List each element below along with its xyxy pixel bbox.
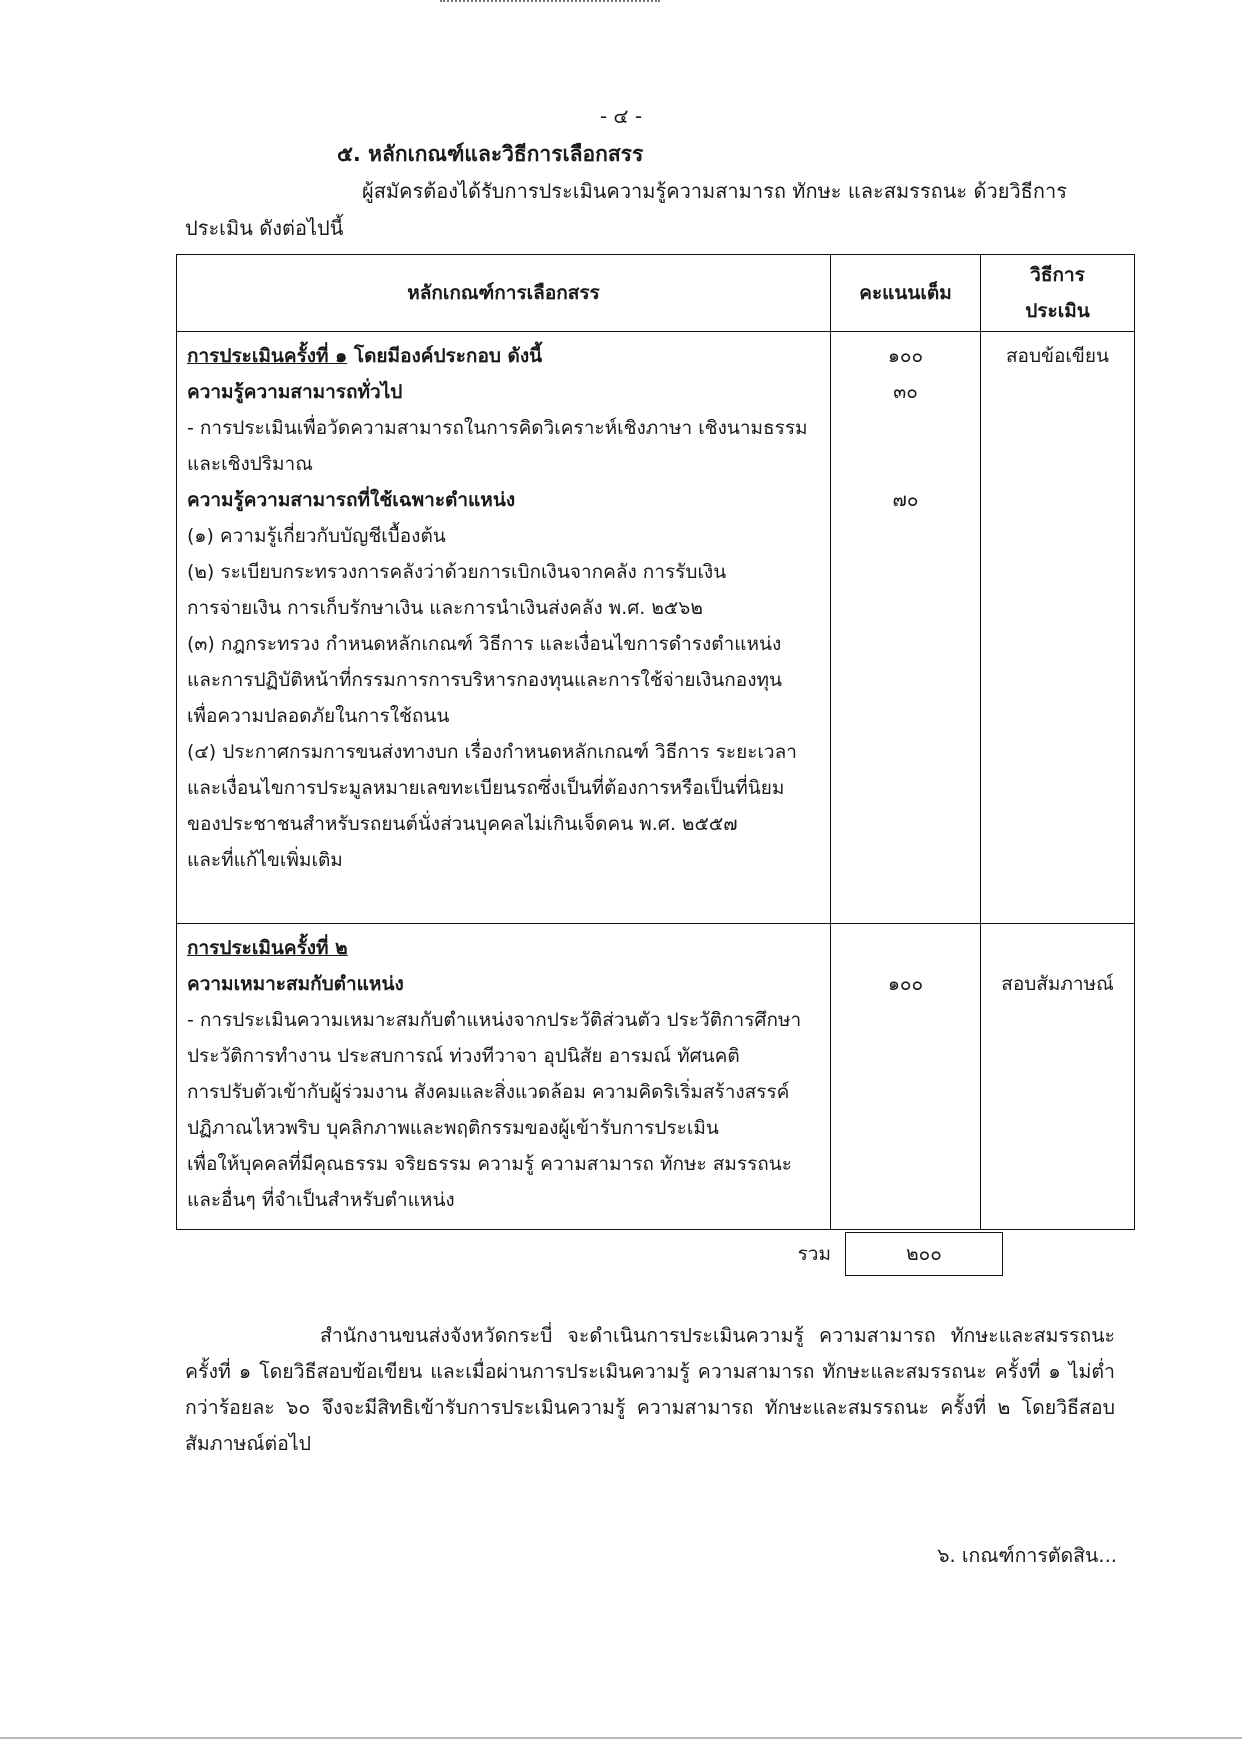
round1-item2-line1: (๒) ระเบียบกระทรวงการคลังว่าด้วยการเบิกเงินจากคลัง การรับเงิน [187, 561, 727, 583]
top-scan-edge [440, 0, 660, 8]
score-spacer [832, 446, 979, 482]
table-row-round2 [177, 924, 1135, 1230]
round1-score-general: ๓๐ [893, 381, 918, 403]
round2-title: การประเมินครั้งที่ ๒ [187, 937, 348, 959]
round1-title-suffix: โดยมีองค์ประกอบ ดังนี้ [347, 345, 543, 367]
score-spacer [832, 410, 979, 446]
header-criteria: หลักเกณฑ์การเลือกสรร [177, 255, 831, 332]
method-spacer [982, 930, 1133, 966]
summary-paragraph: สำนักงานขนส่งจังหวัดกระบี่ จะดำเนินการประเมินความรู้ ความสามารถ ทักษะและสมรรถนะ ครั้งที่ ๑ โดยวิธีสอบข้อเขียน และเมื่อผ่านการประเมินความรู้ ความสามารถ ทักษะและสมรรถนะ ครั้งที่ ๑ ไม่ต่ำกว่าร้อยละ ๖๐ จึงจะมีสิทธิเข้ารับการประเมินความรู้ ความสามารถ ทักษะและสมรรถนะ ครั้งที่ ๒ โดยวิธีสอบสัมภาษณ์ต่อไป [185, 1324, 1115, 1455]
round2-score-cell [831, 924, 981, 1230]
next-page-hint: ๖. เกณฑ์การตัดสิน... [937, 1544, 1117, 1567]
round1-item3-line1: (๓) กฎกระทรวง กำหนดหลักเกณฑ์ วิธีการ และเงื่อนไขการดำรงตำแหน่ง [187, 633, 782, 655]
intro-text-line1: ผู้สมัครต้องได้รับการประเมินความรู้ความสามารถ ทักษะ และสมรรถนะ ด้วยวิธีการ [362, 179, 1067, 203]
section-heading: ๕. หลักเกณฑ์และวิธีการเลือกสรร [337, 142, 644, 166]
round2-line6: และอื่นๆ ที่จำเป็นสำหรับตำแหน่ง [187, 1189, 455, 1211]
table-row-round1 [177, 332, 1135, 924]
round1-score-cell [831, 332, 981, 924]
total-row [176, 1233, 1003, 1276]
round1-item4-line1: (๔) ประกาศกรมการขนส่งทางบก เรื่องกำหนดหลักเกณฑ์ วิธีการ ระยะเวลา [187, 741, 797, 763]
round1-item3-line3: เพื่อความปลอดภัยในการใช้ถนน [187, 705, 450, 727]
header-method-line1: วิธีการ [1030, 264, 1085, 286]
page-number: - ๔ - [599, 104, 643, 128]
round1-general-item-line1: - การประเมินเพื่อวัดความสามารถในการคิดวิเคราะห์เชิงภาษา เชิงนามธรรม [187, 417, 808, 439]
table-header-row [177, 255, 1135, 332]
round1-general-heading: ความรู้ความสามารถทั่วไป [187, 381, 403, 403]
total-value: ๒๐๐ [846, 1233, 1003, 1276]
round1-title: การประเมินครั้งที่ ๑ [187, 345, 348, 367]
round2-score: ๑๐๐ [887, 973, 924, 995]
score-spacer [832, 930, 979, 966]
total-row-table [176, 1232, 1003, 1276]
round2-line5: เพื่อให้บุคคลที่มีคุณธรรม จริยธรรม ความรู้ ความสามารถ ทักษะ สมรรถนะ [187, 1153, 792, 1175]
round2-criteria-cell [177, 924, 831, 1230]
round2-method-cell [981, 924, 1135, 1230]
round1-item4-line2: และเงื่อนไขการประมูลหมายเลขทะเบียนรถซึ่งเป็นที่ต้องการหรือเป็นที่นิยม [187, 777, 785, 799]
round1-score-total: ๑๐๐ [887, 345, 924, 367]
round2-method: สอบสัมภาษณ์ [1001, 973, 1114, 995]
round1-criteria-cell [177, 332, 831, 924]
round2-line1: - การประเมินความเหมาะสมกับตำแหน่งจากประวัติส่วนตัว ประวัติการศึกษา [187, 1009, 802, 1031]
round1-method: สอบข้อเขียน [1005, 345, 1110, 367]
round1-specific-heading: ความรู้ความสามารถที่ใช้เฉพาะตำแหน่ง [187, 489, 516, 511]
round2-line4: ปฏิภาณไหวพริบ บุคลิกภาพและพฤติกรรมของผู้เข้ารับการประเมิน [187, 1117, 719, 1139]
criteria-table [176, 254, 1135, 1230]
total-label: รวม [797, 1243, 831, 1265]
round1-item2-line2: การจ่ายเงิน การเก็บรักษาเงิน และการนำเงินส่งคลัง พ.ศ. ๒๕๖๒ [187, 597, 703, 619]
round1-method-cell [981, 332, 1135, 924]
round1-item3-line2: และการปฏิบัติหน้าที่กรรมการการบริหารกองทุนและการใช้จ่ายเงินกองทุน [187, 669, 783, 691]
header-score: คะแนนเต็ม [831, 255, 981, 332]
round1-score-specific: ๗๐ [892, 489, 919, 511]
round1-general-item-line2: และเชิงปริมาณ [187, 453, 313, 475]
round2-line2: ประวัติการทำงาน ประสบการณ์ ท่วงทีวาจา อุปนิสัย อารมณ์ ทัศนคติ [187, 1045, 740, 1067]
round2-heading: ความเหมาะสมกับตำแหน่ง [187, 973, 404, 995]
round1-item4-line4: และที่แก้ไขเพิ่มเติม [187, 849, 343, 871]
round1-title-line [187, 338, 820, 374]
round1-item4-line3: ของประชาชนสำหรับรถยนต์นั่งส่วนบุคคลไม่เกินเจ็ดคน พ.ศ. ๒๕๕๗ [187, 813, 738, 835]
round1-item1: (๑) ความรู้เกี่ยวกับบัญชีเบื้องต้น [187, 525, 446, 547]
round2-line3: การปรับตัวเข้ากับผู้ร่วมงาน สังคมและสิ่งแวดล้อม ความคิดริเริ่มสร้างสรรค์ [187, 1081, 790, 1103]
intro-text-line2: ประเมิน ดังต่อไปนี้ [185, 216, 344, 240]
header-method [981, 255, 1135, 332]
header-method-line2: ประเมิน [1025, 300, 1090, 322]
